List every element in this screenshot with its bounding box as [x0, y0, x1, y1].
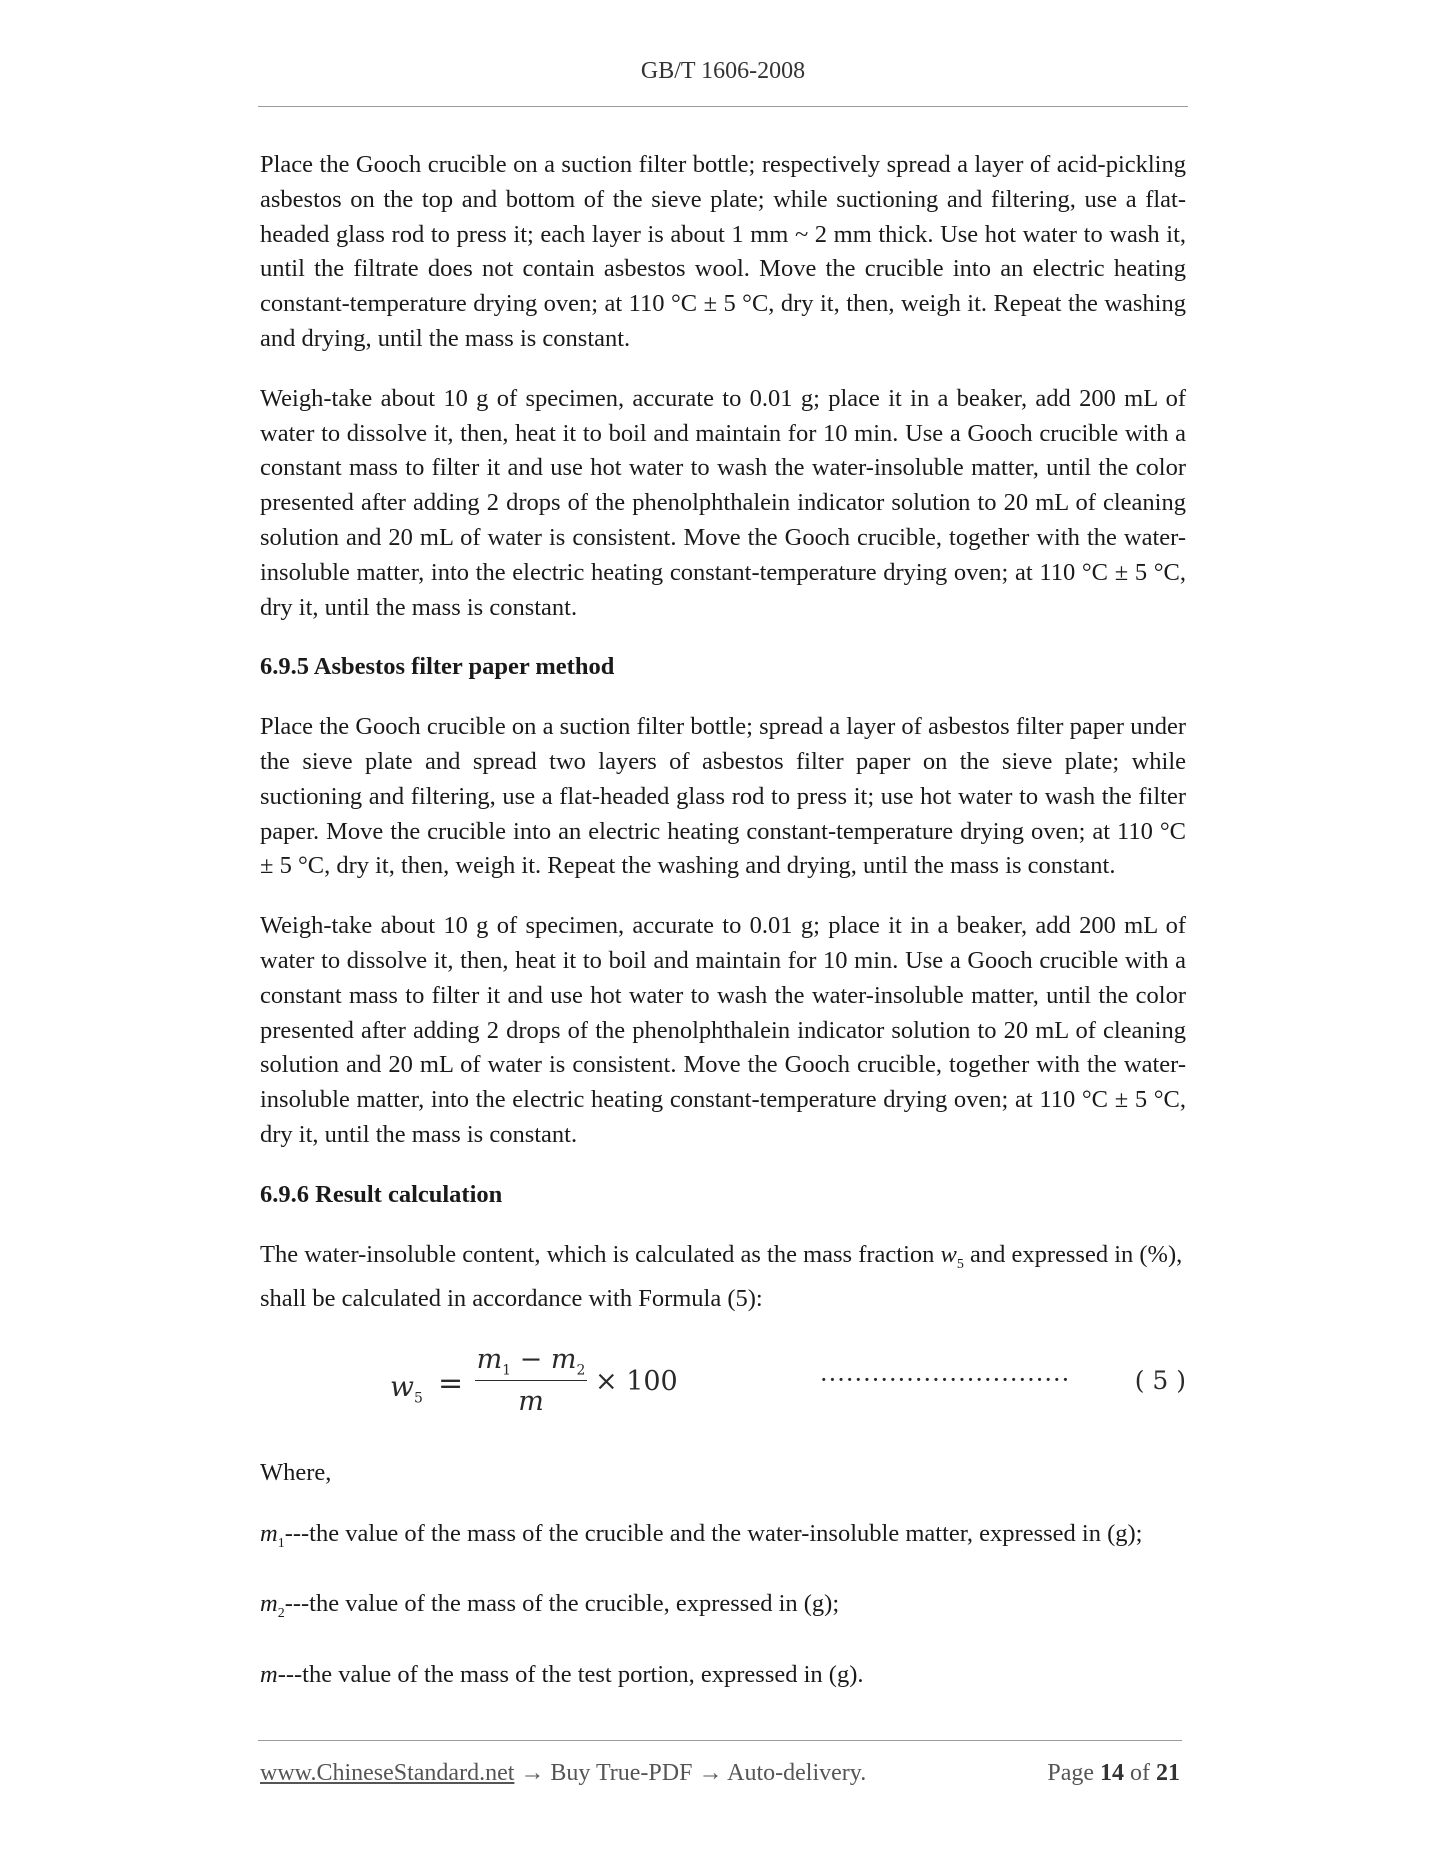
formula-5 [260, 1342, 1186, 1434]
auto-delivery-text: Auto-delivery. [727, 1760, 867, 1786]
definition-m2: $m_2--$-the value of the mass of the crucible, expressed in (g); [260, 1590, 840, 1622]
document-body [260, 148, 1186, 1719]
formula-lhs: $w_5$ [390, 1370, 423, 1407]
section-heading-6-9-6: 6.9.6 Result calculation [260, 1180, 503, 1208]
definition-m: m---the value of the mass of the test portion, expressed in (g). [260, 1661, 864, 1689]
formula-multiplier: × 100 [595, 1366, 678, 1397]
page-footer [260, 1760, 1180, 1787]
formula-fraction [475, 1342, 587, 1421]
buy-pdf-text: Buy True-PDF [550, 1760, 693, 1786]
where-label: Where, [260, 1459, 332, 1486]
definition-m1: $m_1--$-the value of the mass of the crucible and the water-insoluble matter, expressed in (g); [260, 1519, 1143, 1551]
header-divider [258, 106, 1188, 107]
formula-number: ( 5 ) [1134, 1366, 1186, 1395]
paragraph-filter-paper-method: Place the Gooch crucible on a suction filter bottle; spread a layer of asbestos filter paper under the sieve plate and spread two layers of asbestos filter paper on the sieve plate; while suctioning and filtering, use a flat-headed glass rod to press it; use hot water to wash the filter paper. Move the crucible into an electric heating constant-temperature drying oven; at 110 °C ± 5 °C, dry it, then, weigh it. Repeat the washing and drying, until the mass is constant. [260, 713, 1186, 880]
fraction-bar [475, 1380, 587, 1381]
section-heading-6-9-5: 6.9.5 Asbestos filter paper method [260, 653, 615, 681]
footer-divider [258, 1740, 1182, 1741]
current-page: 14 [1100, 1760, 1124, 1786]
page-header: GB/T 1606-2008 [640, 58, 806, 84]
formula-leader-dots: ····························· [820, 1366, 1071, 1394]
paragraph-weigh-procedure-1: Weigh-take about 10 g of specimen, accurate to 0.01 g; place it in a beaker, add 200 mL of water to dissolve it, then, heat it to boil and maintain for 10 min. Use a Gooch crucible with a constant mass to filter it and use hot water to wash the water-insoluble matter, until the color presented after adding 2 drops of the phenolphthalein indicator solution to 20 mL of cleaning solution and 20 mL of water is consistent. Move the Gooch crucible, together with the water-insoluble matter, into the electric heating constant-temperature drying oven; at 110 °C ± 5 °C, dry it, until the mass is constant. [260, 384, 1186, 621]
arrow-right-icon: → [514, 1760, 551, 1786]
formula-equals: = [438, 1366, 464, 1401]
website-link[interactable]: www.ChineseStandard.net [260, 1760, 515, 1786]
formula-numerator: $m_1 - m_2$ [476, 1344, 586, 1379]
total-pages: 21 [1156, 1760, 1180, 1786]
paragraph-acid-pickling-asbestos: Place the Gooch crucible on a suction filter bottle; respectively spread a layer of acid-pickling asbestos on the top and bottom of the sieve plate; while suctioning and filtering, use a flat-headed glass rod to press it; each layer is about 1 mm ~ 2 mm thick. Use hot water to wash it, until the filtrate does not contain asbestos wool. Move the crucible into an electric heating constant-temperature drying oven; at 110 °C ± 5 °C, dry it, then, weigh it. Repeat the washing and drying, until the mass is constant. [260, 151, 1186, 352]
formula-denominator: m [518, 1386, 544, 1417]
paragraph-weigh-procedure-2: Weigh-take about 10 g of specimen, accurate to 0.01 g; place it in a beaker, add 200 mL of water to dissolve it, then, heat it to boil and maintain for 10 min. Use a Gooch crucible with a constant mass to filter it and use hot water to wash the water-insoluble matter, until the color presented after adding 2 drops of the phenolphthalein indicator solution to 20 mL of cleaning solution and 20 mL of water is consistent. Move the Gooch crucible, together with the water-insoluble matter, into the electric heating constant-temperature drying oven; at 110 °C ± 5 °C, dry it, until the mass is constant. [260, 912, 1186, 1148]
page-indicator: Page 14 of 21 [1047, 1760, 1180, 1786]
paragraph-result-intro: The water-insoluble content, which is calculated as the mass fraction $w_5$ and expressed in (%), shall be calculated in accordance with Formula (5): [260, 1240, 1183, 1313]
arrow-right-icon: → [692, 1760, 728, 1786]
